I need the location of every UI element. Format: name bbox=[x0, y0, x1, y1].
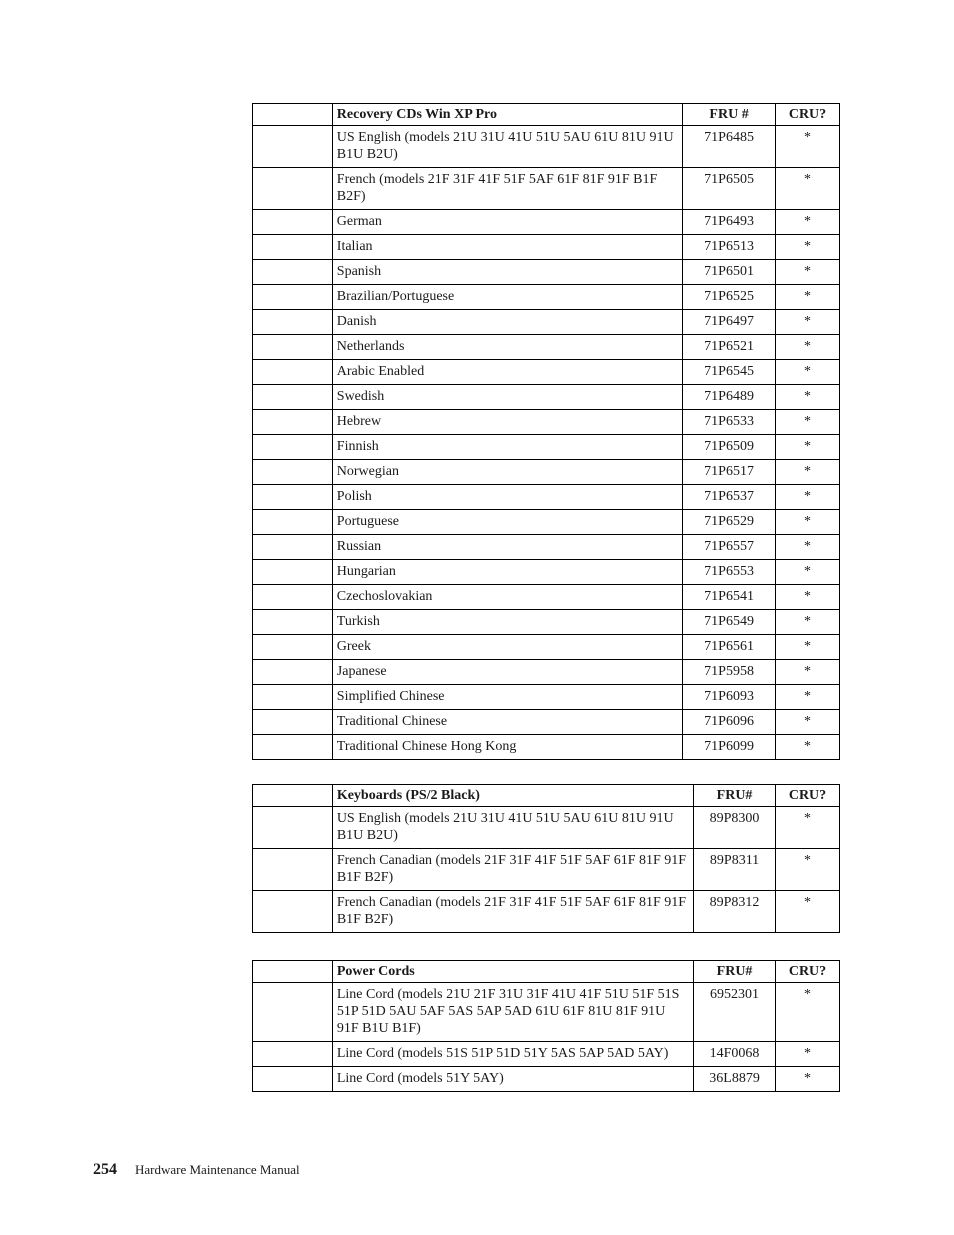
row-cru-flag: * bbox=[776, 710, 840, 735]
row-blank-cell bbox=[253, 168, 333, 210]
header-fru: FRU # bbox=[683, 104, 776, 126]
row-cru-flag: * bbox=[776, 660, 840, 685]
row-fru-number: 71P6525 bbox=[683, 285, 776, 310]
row-blank-cell bbox=[253, 849, 333, 891]
row-cru-flag: * bbox=[776, 485, 840, 510]
row-cru-flag: * bbox=[776, 168, 840, 210]
row-cru-flag: * bbox=[776, 460, 840, 485]
row-blank-cell bbox=[253, 635, 333, 660]
table-row bbox=[253, 849, 840, 891]
table-row bbox=[253, 660, 840, 685]
row-description: Line Cord (models 21U 21F 31U 31F 41U 41F 51U 51F 51S 51P 51D 5AU 5AF 5AS 5AP 5AD 61U 61F 81U 81F 91U 91F B1U B1F) bbox=[332, 983, 693, 1042]
row-cru-flag: * bbox=[776, 210, 840, 235]
row-fru-number: 71P6513 bbox=[683, 235, 776, 260]
row-blank-cell bbox=[253, 735, 333, 760]
row-description: Greek bbox=[332, 635, 682, 660]
row-blank-cell bbox=[253, 660, 333, 685]
row-blank-cell bbox=[253, 210, 333, 235]
table-row bbox=[253, 435, 840, 460]
row-cru-flag: * bbox=[776, 310, 840, 335]
row-fru-number: 71P6541 bbox=[683, 585, 776, 610]
row-description: Traditional Chinese Hong Kong bbox=[332, 735, 682, 760]
row-blank-cell bbox=[253, 235, 333, 260]
row-fru-number: 71P6557 bbox=[683, 535, 776, 560]
row-fru-number: 89P8311 bbox=[694, 849, 776, 891]
table-row bbox=[253, 535, 840, 560]
row-blank-cell bbox=[253, 807, 333, 849]
table-row bbox=[253, 735, 840, 760]
table-row bbox=[253, 560, 840, 585]
table-row bbox=[253, 983, 840, 1042]
keyboards-rows bbox=[253, 807, 840, 933]
row-fru-number: 89P8312 bbox=[694, 891, 776, 933]
table-row bbox=[253, 335, 840, 360]
row-fru-number: 71P6521 bbox=[683, 335, 776, 360]
table-row bbox=[253, 168, 840, 210]
row-description: Simplified Chinese bbox=[332, 685, 682, 710]
table-row bbox=[253, 685, 840, 710]
row-blank-cell bbox=[253, 685, 333, 710]
row-cru-flag: * bbox=[776, 335, 840, 360]
header-blank-cell bbox=[253, 961, 333, 983]
row-cru-flag: * bbox=[776, 685, 840, 710]
row-fru-number: 71P6485 bbox=[683, 126, 776, 168]
header-blank-cell bbox=[253, 785, 333, 807]
row-cru-flag: * bbox=[776, 360, 840, 385]
table-row bbox=[253, 891, 840, 933]
row-fru-number: 71P6529 bbox=[683, 510, 776, 535]
table-row bbox=[253, 210, 840, 235]
row-fru-number: 71P6549 bbox=[683, 610, 776, 635]
row-blank-cell bbox=[253, 335, 333, 360]
row-description: Hebrew bbox=[332, 410, 682, 435]
table-row bbox=[253, 1042, 840, 1067]
row-blank-cell bbox=[253, 710, 333, 735]
row-blank-cell bbox=[253, 485, 333, 510]
row-blank-cell bbox=[253, 535, 333, 560]
row-description: Arabic Enabled bbox=[332, 360, 682, 385]
row-cru-flag: * bbox=[776, 260, 840, 285]
header-cru: CRU? bbox=[776, 785, 840, 807]
table-header-row bbox=[253, 785, 840, 807]
table-row bbox=[253, 460, 840, 485]
row-description: Swedish bbox=[332, 385, 682, 410]
power-cords-rows bbox=[253, 983, 840, 1092]
keyboards-table bbox=[252, 784, 840, 933]
header-fru: FRU# bbox=[694, 785, 776, 807]
row-cru-flag: * bbox=[776, 235, 840, 260]
row-description: Norwegian bbox=[332, 460, 682, 485]
recovery-cds-table bbox=[252, 103, 840, 760]
row-blank-cell bbox=[253, 126, 333, 168]
table-row bbox=[253, 510, 840, 535]
row-fru-number: 71P6501 bbox=[683, 260, 776, 285]
row-description: Hungarian bbox=[332, 560, 682, 585]
table-row bbox=[253, 635, 840, 660]
row-description: Netherlands bbox=[332, 335, 682, 360]
page-footer bbox=[93, 1161, 300, 1179]
row-description: Turkish bbox=[332, 610, 682, 635]
row-fru-number: 71P5958 bbox=[683, 660, 776, 685]
table-row bbox=[253, 385, 840, 410]
row-cru-flag: * bbox=[776, 410, 840, 435]
row-blank-cell bbox=[253, 435, 333, 460]
row-cru-flag: * bbox=[776, 435, 840, 460]
power-cords-table bbox=[252, 960, 840, 1092]
row-fru-number: 71P6517 bbox=[683, 460, 776, 485]
row-blank-cell bbox=[253, 310, 333, 335]
row-blank-cell bbox=[253, 983, 333, 1042]
table-row bbox=[253, 610, 840, 635]
row-fru-number: 71P6505 bbox=[683, 168, 776, 210]
row-fru-number: 71P6537 bbox=[683, 485, 776, 510]
row-cru-flag: * bbox=[776, 126, 840, 168]
row-cru-flag: * bbox=[776, 983, 840, 1042]
row-description: US English (models 21U 31U 41U 51U 5AU 61U 81U 91U B1U B2U) bbox=[332, 126, 682, 168]
header-cru: CRU? bbox=[776, 961, 840, 983]
table-row bbox=[253, 710, 840, 735]
row-fru-number: 71P6099 bbox=[683, 735, 776, 760]
header-blank-cell bbox=[253, 104, 333, 126]
row-blank-cell bbox=[253, 410, 333, 435]
row-description: Italian bbox=[332, 235, 682, 260]
row-cru-flag: * bbox=[776, 1042, 840, 1067]
row-cru-flag: * bbox=[776, 735, 840, 760]
row-cru-flag: * bbox=[776, 1067, 840, 1092]
table-row bbox=[253, 126, 840, 168]
table-row bbox=[253, 410, 840, 435]
row-fru-number: 89P8300 bbox=[694, 807, 776, 849]
row-description: Spanish bbox=[332, 260, 682, 285]
row-blank-cell bbox=[253, 1042, 333, 1067]
recovery-cds-rows bbox=[253, 126, 840, 760]
table-row bbox=[253, 485, 840, 510]
row-fru-number: 14F0068 bbox=[694, 1042, 776, 1067]
row-description: German bbox=[332, 210, 682, 235]
row-cru-flag: * bbox=[776, 385, 840, 410]
row-description: Polish bbox=[332, 485, 682, 510]
row-blank-cell bbox=[253, 385, 333, 410]
row-description: Line Cord (models 51S 51P 51D 51Y 5AS 5AP 5AD 5AY) bbox=[332, 1042, 693, 1067]
row-cru-flag: * bbox=[776, 849, 840, 891]
row-fru-number: 71P6545 bbox=[683, 360, 776, 385]
row-description: Czechoslovakian bbox=[332, 585, 682, 610]
row-description: Japanese bbox=[332, 660, 682, 685]
row-fru-number: 71P6096 bbox=[683, 710, 776, 735]
row-fru-number: 71P6489 bbox=[683, 385, 776, 410]
header-cru: CRU? bbox=[776, 104, 840, 126]
row-blank-cell bbox=[253, 510, 333, 535]
row-description: Line Cord (models 51Y 5AY) bbox=[332, 1067, 693, 1092]
row-description: French Canadian (models 21F 31F 41F 51F 5AF 61F 81F 91F B1F B2F) bbox=[332, 891, 693, 933]
row-blank-cell bbox=[253, 560, 333, 585]
table-row bbox=[253, 807, 840, 849]
row-fru-number: 71P6497 bbox=[683, 310, 776, 335]
row-description: French Canadian (models 21F 31F 41F 51F 5AF 61F 81F 91F B1F B2F) bbox=[332, 849, 693, 891]
header-title: Keyboards (PS/2 Black) bbox=[332, 785, 693, 807]
row-fru-number: 71P6533 bbox=[683, 410, 776, 435]
row-fru-number: 71P6561 bbox=[683, 635, 776, 660]
row-blank-cell bbox=[253, 891, 333, 933]
row-blank-cell bbox=[253, 1067, 333, 1092]
header-fru: FRU# bbox=[694, 961, 776, 983]
table-header-row bbox=[253, 104, 840, 126]
table-row bbox=[253, 235, 840, 260]
row-fru-number: 71P6553 bbox=[683, 560, 776, 585]
row-blank-cell bbox=[253, 260, 333, 285]
row-fru-number: 71P6493 bbox=[683, 210, 776, 235]
row-description: Brazilian/Portuguese bbox=[332, 285, 682, 310]
row-cru-flag: * bbox=[776, 535, 840, 560]
row-description: Danish bbox=[332, 310, 682, 335]
row-cru-flag: * bbox=[776, 891, 840, 933]
table-row bbox=[253, 260, 840, 285]
header-title: Recovery CDs Win XP Pro bbox=[332, 104, 682, 126]
row-cru-flag: * bbox=[776, 635, 840, 660]
row-description: Finnish bbox=[332, 435, 682, 460]
row-cru-flag: * bbox=[776, 585, 840, 610]
row-fru-number: 71P6093 bbox=[683, 685, 776, 710]
row-blank-cell bbox=[253, 360, 333, 385]
row-cru-flag: * bbox=[776, 807, 840, 849]
table-row bbox=[253, 585, 840, 610]
row-cru-flag: * bbox=[776, 610, 840, 635]
table-row bbox=[253, 360, 840, 385]
row-fru-number: 6952301 bbox=[694, 983, 776, 1042]
table-row bbox=[253, 310, 840, 335]
row-description: French (models 21F 31F 41F 51F 5AF 61F 81F 91F B1F B2F) bbox=[332, 168, 682, 210]
page-number: 254 bbox=[93, 1161, 117, 1178]
row-description: Russian bbox=[332, 535, 682, 560]
row-description: US English (models 21U 31U 41U 51U 5AU 61U 81U 91U B1U B2U) bbox=[332, 807, 693, 849]
row-blank-cell bbox=[253, 460, 333, 485]
row-blank-cell bbox=[253, 610, 333, 635]
row-description: Portuguese bbox=[332, 510, 682, 535]
row-fru-number: 71P6509 bbox=[683, 435, 776, 460]
header-title: Power Cords bbox=[332, 961, 693, 983]
table-row bbox=[253, 285, 840, 310]
row-cru-flag: * bbox=[776, 560, 840, 585]
row-fru-number: 36L8879 bbox=[694, 1067, 776, 1092]
table-header-row bbox=[253, 961, 840, 983]
row-blank-cell bbox=[253, 285, 333, 310]
table-row bbox=[253, 1067, 840, 1092]
row-description: Traditional Chinese bbox=[332, 710, 682, 735]
row-cru-flag: * bbox=[776, 510, 840, 535]
row-blank-cell bbox=[253, 585, 333, 610]
manual-title: Hardware Maintenance Manual bbox=[135, 1162, 300, 1177]
row-cru-flag: * bbox=[776, 285, 840, 310]
